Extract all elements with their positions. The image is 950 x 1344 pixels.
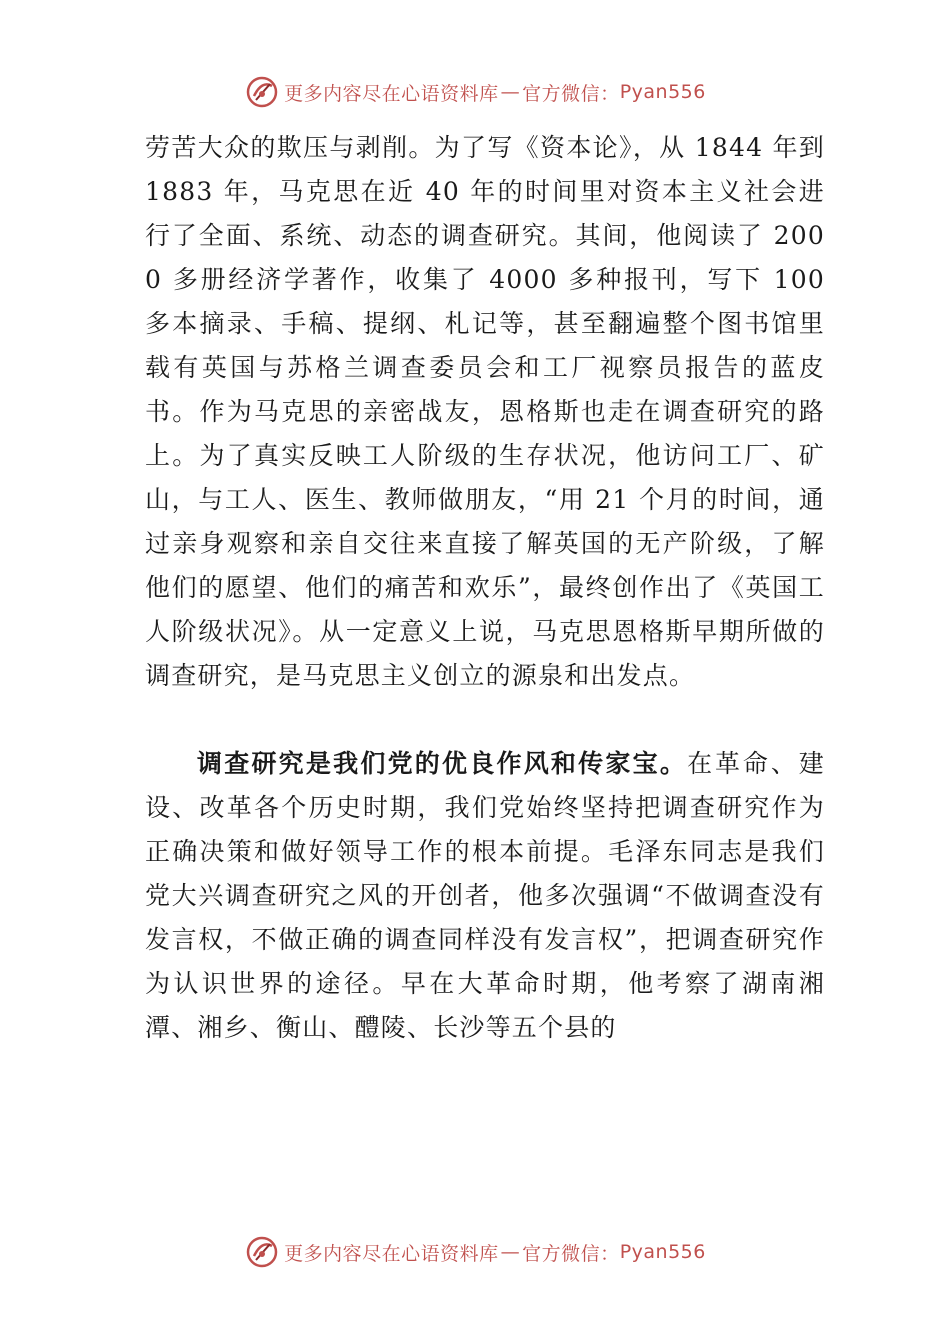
banner-label: 官方微信： [522,1242,620,1265]
paragraph-lead-sentence: 调查研究是我们党的优良作风和传家宝。 [197,749,688,778]
banner-main-text: 更多内容尽在心语资料库 [284,82,499,105]
banner-label: 官方微信： [522,82,620,105]
banner-main-text: 更多内容尽在心语资料库 [284,1242,499,1265]
banner-separator: — [500,1241,521,1263]
brand-logo-icon [244,74,280,110]
header-watermark-banner [0,72,950,112]
banner-wechat-handle: Pyan556 [619,81,706,103]
paragraph-body-text: 在革命、建设、改革各个历史时期，我们党始终坚持把调查研究作为正确决策和做好领导工作的根本前提。毛泽东同志是我们党大兴调查研究之风的开创者，他多次强调“不做调查没有发言权，不做正确的调查同样没有发言权”，把调查研究作为认识世界的途径。早在大革命时期，他考察了湖南湘潭、湘乡、衡山、醴陵、长沙等五个县的 [145,749,825,1042]
paragraph-marx-engels-research: 劳苦大众的欺压与剥削。为了写《资本论》，从 1844 年到 1883 年，马克思在近 40 年的时间里对资本主义社会进行了全面、系统、动态的调查研究。其间，他阅读了 2000 多册经济学著作，收集了 4000 多种报刊，写下 100 多本摘录、手稿、提纲、札记等，甚至翻遍整个图书馆里载有英国与苏格兰调查委员会和工厂视察员报告的蓝皮书。作为马克思的亲密战友，恩格斯也走在调查研究的路上。为了真实反映工人阶级的生存状况，他访问工厂、矿山，与工人、医生、教师做朋友，“用 21 个月的时间，通过亲身观察和亲自交往来直接了解英国的无产阶级，了解他们的愿望、他们的痛苦和欢乐”，最终创作出了《英国工人阶级状况》。从一定意义上说，马克思恩格斯早期所做的调查研究，是马克思主义创立的源泉和出发点。 [145,133,825,690]
paragraph-party-tradition [145,742,825,1050]
brand-logo-icon [244,1234,280,1270]
footer-watermark-banner [0,1232,950,1272]
banner-separator: — [500,81,521,103]
document-body [145,126,825,1050]
banner-wechat-handle: Pyan556 [619,1241,706,1263]
